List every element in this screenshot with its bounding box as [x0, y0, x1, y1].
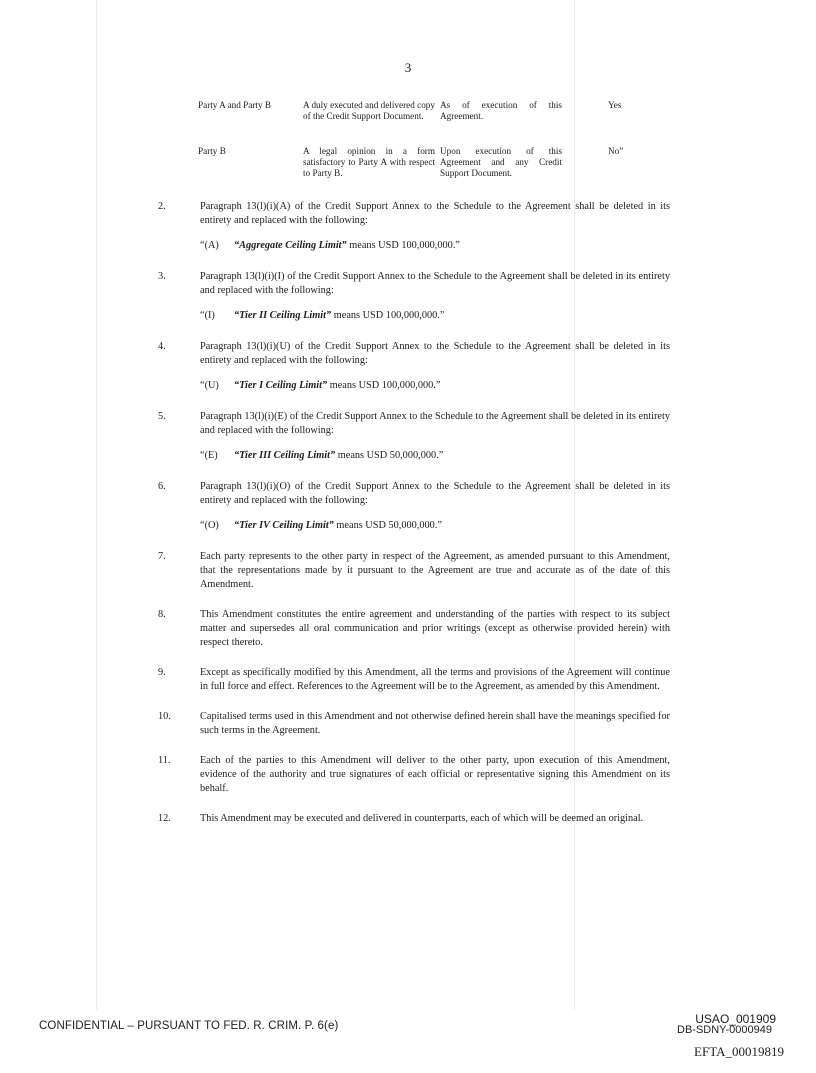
- covered-cell: No”: [608, 146, 624, 156]
- item-number: 8.: [158, 609, 166, 620]
- defined-term: “Tier IV Ceiling Limit”: [234, 520, 334, 531]
- list-item: [158, 608, 670, 650]
- defined-term: “Tier II Ceiling Limit”: [234, 310, 332, 321]
- item-definition: [200, 239, 670, 253]
- definition-label: “(E): [200, 450, 218, 461]
- item-number: 12.: [158, 813, 171, 824]
- list-item: [158, 340, 670, 393]
- list-item: [158, 200, 670, 253]
- defined-term: “Tier I Ceiling Limit”: [234, 380, 328, 391]
- item-number: 5.: [158, 411, 166, 422]
- bates-number-usao: USAO_001909: [695, 1012, 776, 1026]
- item-number: 2.: [158, 201, 166, 212]
- item-text: Paragraph 13(l)(i)(E) of the Credit Support Annex to the Schedule to the Agreement shall be deleted in its entirety and replaced with the following:: [200, 411, 670, 436]
- item-number: 7.: [158, 551, 166, 562]
- item-text: Paragraph 13(l)(i)(U) of the Credit Support Annex to the Schedule to the Agreement shall be deleted in its entirety and replaced with the following:: [200, 341, 670, 366]
- item-definition: [200, 449, 670, 463]
- item-number: 3.: [158, 271, 166, 282]
- page-number: 3: [404, 60, 412, 75]
- definition-label: “(A): [200, 240, 219, 251]
- item-text: Except as specifically modified by this Amendment, all the terms and provisions of the Agreement will continue in full force and effect. References to the Agreement will be to the Agreement, as amended by this Amendment.: [200, 667, 670, 692]
- item-number: 9.: [158, 667, 166, 678]
- defined-term: “Aggregate Ceiling Limit”: [234, 240, 347, 251]
- item-number: 11.: [158, 755, 171, 766]
- table-row: [198, 100, 678, 146]
- definition-label: “(U): [200, 380, 219, 391]
- documents-table: [198, 100, 678, 192]
- document-cell: A duly executed and delivered copy of the Credit Support Document.: [303, 100, 435, 121]
- item-definition: [200, 379, 670, 393]
- list-item: [158, 480, 670, 533]
- document-cell: A legal opinion in a form satisfactory to Party A with respect to Party B.: [303, 146, 435, 178]
- item-text: Paragraph 13(l)(i)(A) of the Credit Support Annex to the Schedule to the Agreement shall be deleted in its entirety and replaced with the following:: [200, 201, 670, 226]
- definition-text: means USD 100,000,000.”: [331, 310, 445, 321]
- item-text: Each party represents to the other party in respect of the Agreement, as amended pursuant to this Amendment, that the representations made by it pursuant to the Agreement are true and accurate as of the date of this Amendment.: [200, 551, 670, 590]
- definition-text: means USD 50,000,000.”: [333, 520, 442, 531]
- table-row: [198, 146, 678, 192]
- definition-text: means USD 100,000,000.”: [327, 380, 441, 391]
- item-text: Each of the parties to this Amendment will deliver to the other party, upon execution of this Amendment, evidence of the authority and true signatures of each official or representative signing this Amendment on its behalf.: [200, 755, 670, 794]
- definition-label: “(O): [200, 520, 219, 531]
- list-item: [158, 710, 670, 738]
- item-text: Paragraph 13(l)(i)(I) of the Credit Support Annex to the Schedule to the Agreement shall be deleted in its entirety and replaced with the following:: [200, 271, 670, 296]
- list-item: [158, 550, 670, 592]
- defined-term: “Tier III Ceiling Limit”: [234, 450, 336, 461]
- covered-cell: Yes: [608, 100, 622, 110]
- definition-label: “(I): [200, 310, 215, 321]
- definition-text: means USD 100,000,000.”: [346, 240, 460, 251]
- list-item: [158, 812, 670, 826]
- date-cell: As of execution of this Agreement.: [440, 100, 562, 121]
- list-item: [158, 410, 670, 463]
- date-cell: Upon execution of this Agreement and any Credit Support Document.: [440, 146, 562, 178]
- item-text: This Amendment constitutes the entire agreement and understanding of the parties with respect to its subject matter and supersedes all oral communication and prior writings (except as otherwise provided herein) with respect thereto.: [200, 609, 670, 648]
- confidential-footer: CONFIDENTIAL – PURSUANT TO FED. R. CRIM. P. 6(e): [39, 1020, 339, 1032]
- item-number: 4.: [158, 341, 166, 352]
- item-definition: [200, 519, 670, 533]
- item-text: This Amendment may be executed and delivered in counterparts, each of which will be deemed an original.: [200, 813, 644, 824]
- scan-edge-line-left: [96, 0, 97, 1010]
- bates-number-db: DB-SDNY-0000949: [677, 1024, 772, 1036]
- amendment-items: [158, 200, 670, 826]
- list-item: [158, 666, 670, 694]
- list-item: [158, 754, 670, 796]
- list-item: [158, 270, 670, 323]
- party-cell: Party B: [198, 146, 226, 156]
- item-text: Capitalised terms used in this Amendment and not otherwise defined herein shall have the meanings specified for such terms in the Agreement.: [200, 711, 670, 736]
- bates-number-efta: EFTA_00019819: [694, 1044, 784, 1059]
- item-definition: [200, 309, 670, 323]
- item-number: 6.: [158, 481, 166, 492]
- definition-text: means USD 50,000,000.”: [335, 450, 444, 461]
- item-number: 10.: [158, 711, 171, 722]
- party-cell: Party A and Party B: [198, 100, 271, 110]
- item-text: Paragraph 13(l)(i)(O) of the Credit Support Annex to the Schedule to the Agreement shall be deleted in its entirety and replaced with the following:: [200, 481, 670, 506]
